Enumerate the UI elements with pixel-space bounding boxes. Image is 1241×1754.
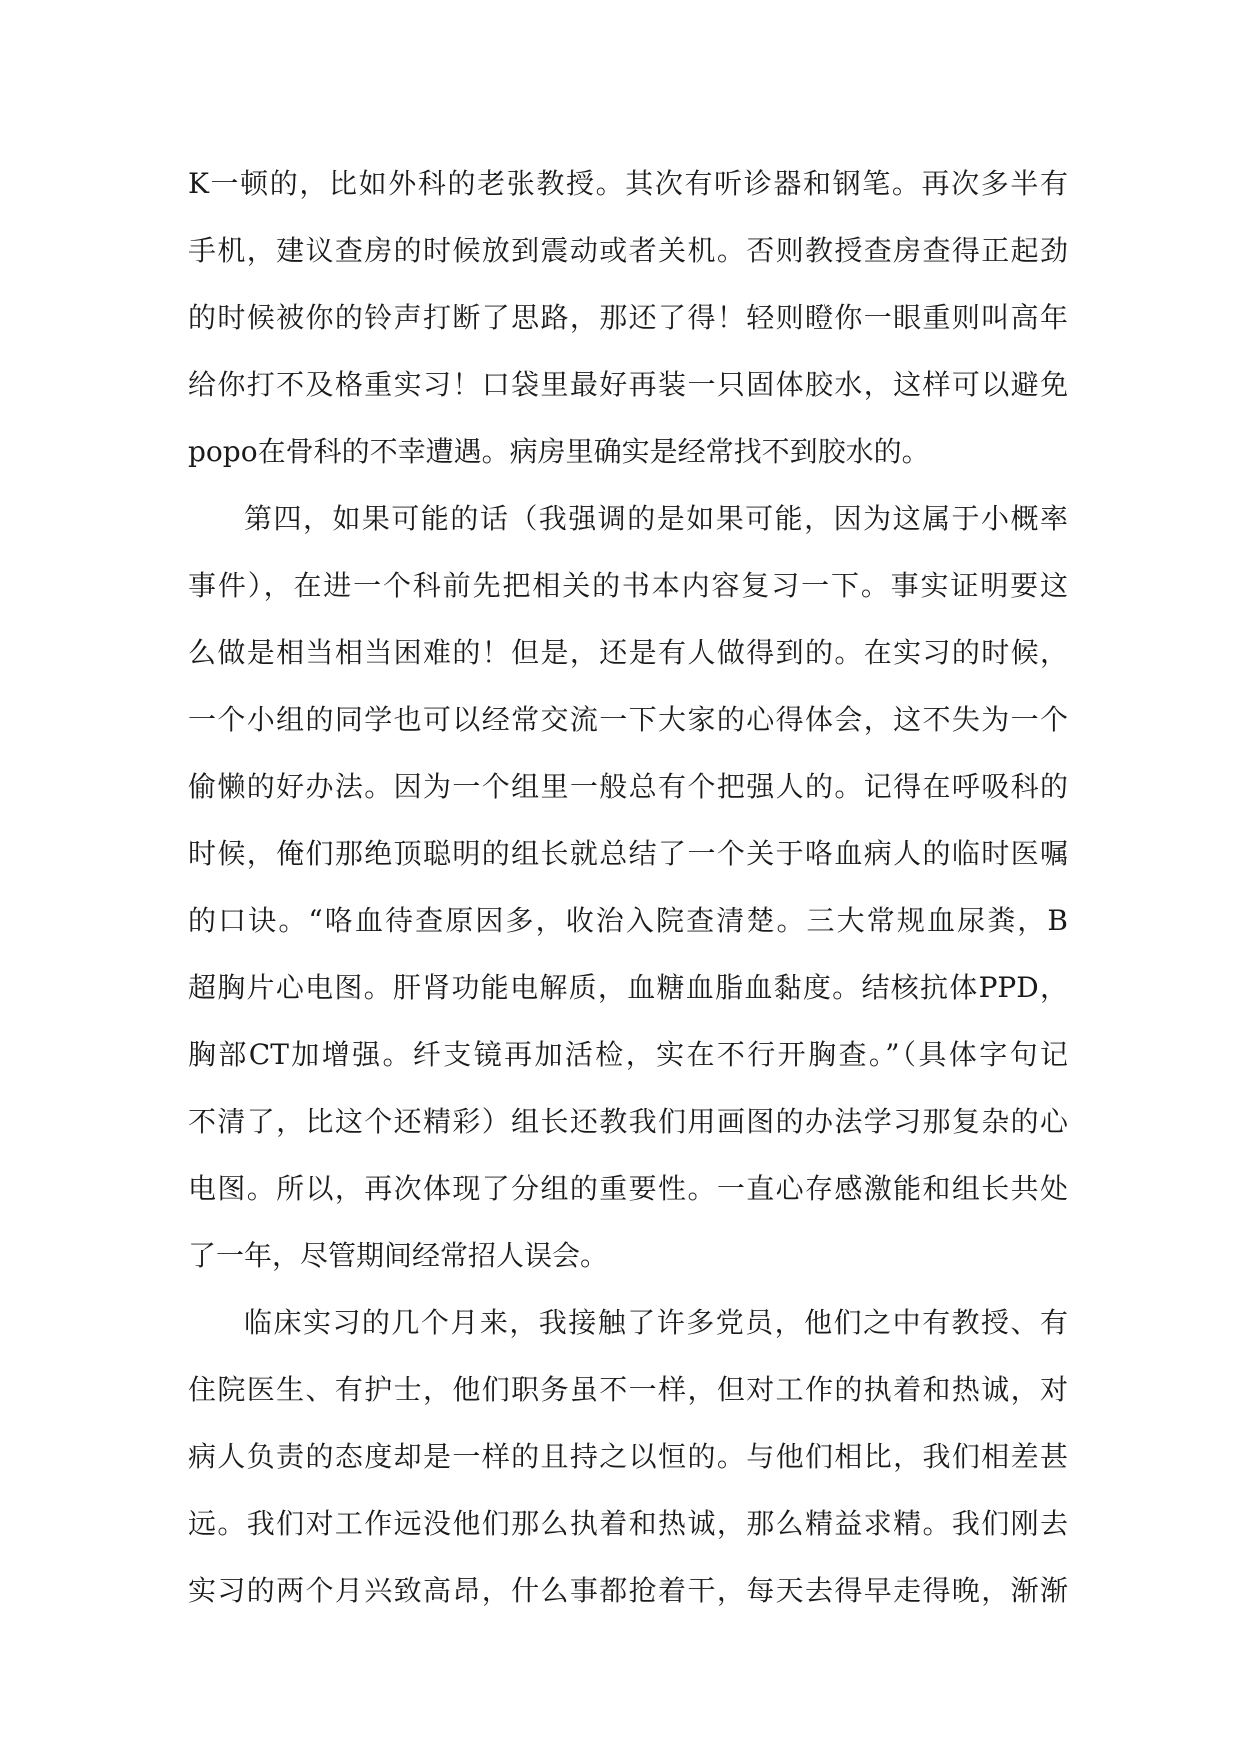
text-line: 手机，建议查房的时候放到震动或者关机。否则教授查房查得正起劲 [188, 234, 1068, 267]
text-line: 实习的两个月兴致高昂，什么事都抢着干，每天去得早走得晚，渐渐 [188, 1574, 1068, 1607]
text-line: 的时候被你的铃声打断了思路，那还了得！轻则瞪你一眼重则叫高年 [188, 301, 1068, 334]
document-body [188, 150, 1068, 1624]
text-line: popo在骨科的不幸遭遇。病房里确实是经常找不到胶水的。 [188, 435, 930, 468]
text-line: 给你打不及格重实习！口袋里最好再装一只固体胶水，这样可以避免 [188, 368, 1068, 401]
text-line: 一个小组的同学也可以经常交流一下大家的心得体会，这不失为一个 [188, 703, 1068, 736]
text-line: 的口诀。“咯血待查原因多，收治入院查清楚。三大常规血尿粪，B [188, 904, 1068, 937]
text-line: 事件），在进一个科前先把相关的书本内容复习一下。事实证明要这 [188, 569, 1068, 602]
text-line: 电图。所以，再次体现了分组的重要性。一直心存感激能和组长共处 [188, 1172, 1068, 1205]
text-line: 住院医生、有护士，他们职务虽不一样，但对工作的执着和热诚，对 [188, 1373, 1068, 1406]
paragraph-start-line: 第四，如果可能的话（我强调的是如果可能，因为这属于小概率 [244, 502, 1068, 535]
text-line: 远。我们对工作远没他们那么执着和热诚，那么精益求精。我们刚去 [188, 1507, 1068, 1540]
text-line: 偷懒的好办法。因为一个组里一般总有个把强人的。记得在呼吸科的 [188, 770, 1068, 803]
text-line: 超胸片心电图。肝肾功能电解质，血糖血脂血黏度。结核抗体PPD， [188, 971, 1068, 1004]
paragraph-start-line: 临床实习的几个月来，我接触了许多党员，他们之中有教授、有 [244, 1306, 1068, 1339]
text-line: 时候，俺们那绝顶聪明的组长就总结了一个关于咯血病人的临时医嘱 [188, 837, 1068, 870]
text-line: 胸部CT加增强。纤支镜再加活检，实在不行开胸查。”（具体字句记 [188, 1038, 1068, 1071]
text-line: 么做是相当相当困难的！但是，还是有人做得到的。在实习的时候， [188, 636, 1068, 669]
text-line: 病人负责的态度却是一样的且持之以恒的。与他们相比，我们相差甚 [188, 1440, 1068, 1473]
text-line: 不清了，比这个还精彩）组长还教我们用画图的办法学习那复杂的心 [188, 1105, 1068, 1138]
text-line: 了一年，尽管期间经常招人误会。 [188, 1239, 609, 1272]
text-line: K一顿的，比如外科的老张教授。其次有听诊器和钢笔。再次多半有 [188, 167, 1068, 200]
